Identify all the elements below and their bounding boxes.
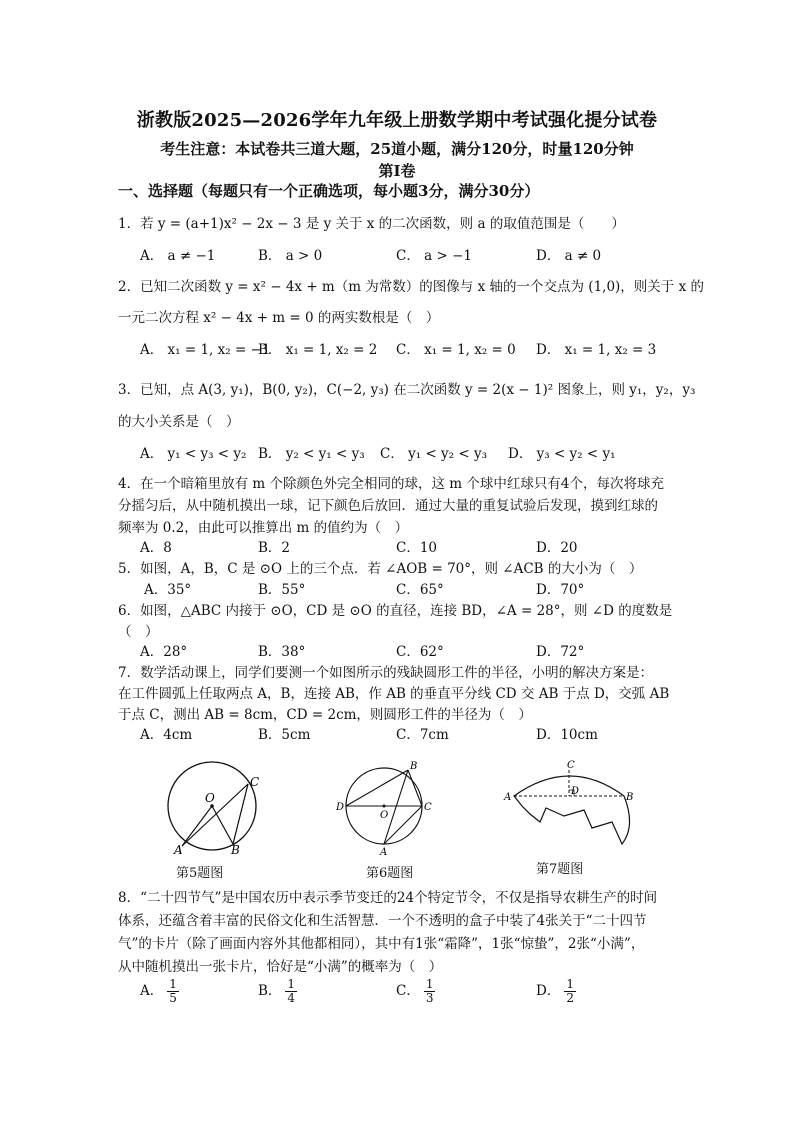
q3-option-d: D． y₃ < y₂ < y₁ [508,446,616,462]
q2-stem-line1: 2．已知二次函数 y = x² − 4x + m（m 为常数）的图像与 x 轴的一个交点为 (1,0)，则关于 x 的 [118,279,704,295]
q3-stem-line1: 3．已知，点 A(3, y₁)，B(0, y₂)，C(−2, y₃) 在二次函数 y = 2(x − 1)² 图象上，则 y₁，y₂，y₃ [118,382,696,398]
q5-stem: 5．如图，A，B，C 是 ⊙O 上的三个点．若 ∠AOB = 70°，则 ∠ACB 的大小为（ ） [118,561,643,577]
q5-option-d: D．70° [536,582,585,598]
q6-option-c: C．62° [396,644,444,660]
q8-stem-line1: 8．“二十四节气”是中国农历中表示季节变迁的24个特定节令，不仅是指导农耕生产的时间 [118,890,658,906]
q3-option-b: B． y₂ < y₁ < y₃ [258,446,365,462]
fig5-label-o: O [205,791,215,805]
q4-option-a: A．8 [140,540,172,556]
q1-option-c: C． a > −1 [396,248,472,264]
figure-7 [500,756,640,856]
q2-option-c: C． x₁ = 1, x₂ = 0 [396,342,516,358]
figure-7-caption: 第7题图 [536,862,584,877]
q1-option-b: B． a > 0 [258,248,323,264]
fig6-label-o: O [380,810,389,821]
q7-option-c: C．7cm [396,727,449,743]
fraction-numerator: 1 [566,977,574,991]
q7-option-d: D．10cm [536,727,598,743]
fig6-label-d: D [336,802,345,813]
q6-option-a: A．28° [140,644,188,660]
q6-stem-line1: 6．如图，△ABC 内接于 ⊙O，CD 是 ⊙O 的直径，连接 BD，∠A = 28°，则 ∠D 的度数是 [118,603,673,619]
q1-stem: 1．若 y = (a+1)x² − 2x − 3 是 y 关于 x 的二次函数，则 a 的取值范围是（ ） [118,216,625,232]
fig6-label-c: C [424,802,432,813]
q8-option-c [396,978,435,1005]
q2-stem-line2: 一元二次方程 x² − 4x + m = 0 的两实数根是（ ） [118,310,440,326]
q3-option-a: A． y₁ < y₃ < y₂ [140,446,247,462]
fig7-label-c: C [567,760,575,771]
q4-option-d: D．20 [536,540,578,556]
q7-option-a: A．4cm [140,727,193,743]
q7-stem-line1: 7．数学活动课上，同学们要测一个如图所示的残缺圆形工件的半径，小明的解决方案是： [118,665,654,681]
q8-stem-line3: 气”的卡片（除了画面内容外其他都相同），其中有1张“霜降”，1张“惊蛰”，2张“小满”， [118,936,645,952]
volume-label: 第Ⅰ卷 [378,162,416,180]
exam-notice: 考生注意：本试卷共三道大题，25道小题，满分120分，时量120分钟 [160,140,634,158]
figure-6 [334,758,434,858]
q8-stem-line2: 体系，还蕴含着丰富的民俗文化和生活智慧．一个不透明的盒子中装了4张关于“二十四节 [118,913,647,929]
q2-option-a: A． x₁ = 1, x₂ = −1 [140,342,271,358]
section-heading: 一、选择题（每题只有一个正确选项，每小题3分，满分30分） [118,182,540,200]
fig7-label-b: B [626,792,634,803]
q8-option-d-letter: D． [536,983,561,999]
exam-title: 浙教版2025—2026学年九年级上册数学期中考试强化提分试卷 [136,110,658,131]
figure-6-caption: 第6题图 [366,866,414,881]
q2-option-b: B． x₁ = 1, x₂ = 2 [258,342,378,358]
q4-option-b: B．2 [258,540,291,556]
fig5-label-c: C [250,775,260,789]
fig5-label-a: A [174,843,183,855]
fig5-label-b: B [231,843,240,855]
fraction-denominator: 5 [169,991,177,1005]
q3-stem-line2: 的大小关系是（ ） [118,414,240,430]
q8-option-d [536,978,576,1005]
fraction-numerator: 1 [287,977,296,991]
q5-option-b: B．55° [258,582,306,598]
q8-option-b [258,978,297,1005]
q6-stem-line2: （ ） [118,624,159,640]
q2-option-d: D． x₁ = 1, x₂ = 3 [536,342,657,358]
q3-option-c: C． y₁ < y₂ < y₃ [380,446,488,462]
q4-option-c: C．10 [396,540,438,556]
q8-option-a-letter: A． [140,983,164,999]
q1-option-a: A． a ≠ −1 [140,248,216,264]
figure-5 [160,760,270,855]
q7-stem-line2: 在工件圆弧上任取两点 A，B，连接 AB，作 AB 的垂直平分线 CD 交 AB 于点 D，交弧 AB [118,686,670,702]
q1-option-d: D． a ≠ 0 [536,248,602,264]
q8-option-a-fraction [167,978,179,1005]
q5-option-a: A．35° [144,582,192,598]
fraction-denominator: 2 [566,991,574,1005]
q5-option-c: C．65° [396,582,444,598]
fig6-label-a: A [380,847,388,858]
q8-option-c-letter: C． [396,983,420,999]
q6-option-d: D．72° [536,644,585,660]
fraction-denominator: 4 [287,991,296,1005]
fig7-label-a: A [504,792,512,803]
q6-option-b: B．38° [258,644,306,660]
fig7-label-d: D [571,786,580,797]
fraction-numerator: 1 [425,977,434,991]
q8-stem-line4: 从中随机摸出一张卡片，恰好是“小满”的概率为（ ） [118,959,443,975]
q7-stem-line3: 于点 C，测出 AB = 8cm，CD = 2cm，则圆形工件的半径为（ ） [118,707,532,723]
q8-option-d-fraction [564,978,576,1005]
q8-option-c-fraction [424,978,436,1005]
q4-stem-line3: 频率为 0.2，由此可以推算出 m 的值约为（ ） [118,520,409,536]
q7-option-b: B．5cm [258,727,311,743]
q8-option-a [140,978,179,1005]
figure-5-caption: 第5题图 [176,866,224,881]
fig6-label-b: B [410,761,418,772]
q8-option-b-letter: B． [258,983,282,999]
q4-stem-line2: 分摇匀后，从中随机摸出一球，记下颜色后放回．通过大量的重复试验后发现，摸到红球的 [118,498,658,514]
fraction-numerator: 1 [169,977,177,991]
q4-stem-line1: 4．在一个暗箱里放有 m 个除颜色外完全相同的球，这 m 个球中红球只有4个，每次将球充 [118,476,664,492]
fraction-denominator: 3 [425,991,434,1005]
q8-option-b-fraction [285,978,297,1005]
